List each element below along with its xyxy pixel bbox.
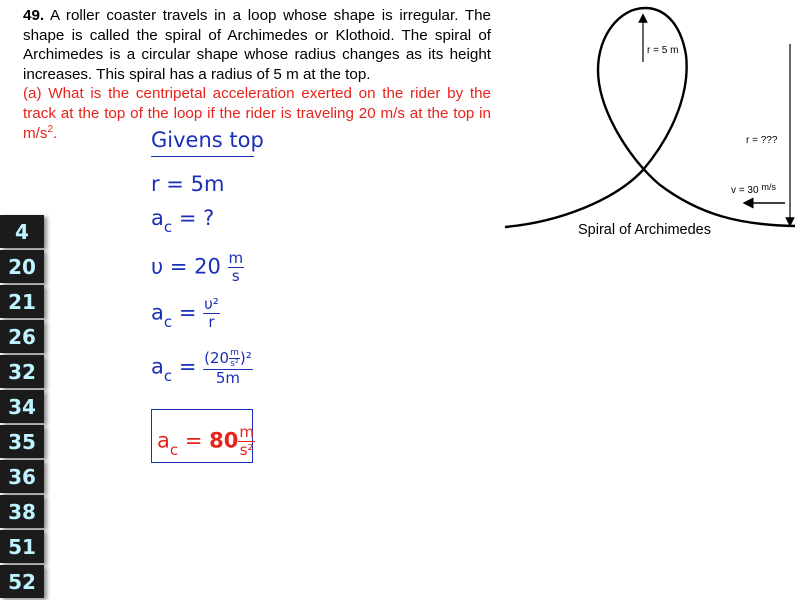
nav-item-35[interactable]: 35 <box>0 425 44 458</box>
ac-subscript: c <box>163 366 173 385</box>
problem-nav-sidebar <box>0 215 44 600</box>
nav-item-20[interactable]: 20 <box>0 250 44 283</box>
num-close: )² <box>239 349 252 367</box>
nav-item-52[interactable]: 52 <box>0 565 44 598</box>
velocity-label <box>731 182 777 196</box>
num-20: (20 <box>204 349 230 367</box>
problem-number: 49. <box>23 7 45 24</box>
equals-sign: = <box>184 428 203 453</box>
ac-symbol: a <box>151 206 164 230</box>
question-a-end: . <box>53 124 58 142</box>
v-squared: υ² <box>204 295 219 313</box>
unit-m: m <box>239 423 254 441</box>
velocity-label-value: v = 30 <box>731 185 759 196</box>
problem-body: A roller coaster travels in a loop whose shape is irregular. The shape is called the spiral of Archimedes or Klothoid. The spiral of Archimedes is a circular shape whose radius changes as its height increases. This spiral has a radius of 5 m at the top. <box>23 7 491 83</box>
nav-item-34[interactable]: 34 <box>0 390 44 423</box>
unit-s2-small: s² <box>230 359 239 369</box>
nav-item-26[interactable]: 26 <box>0 320 44 353</box>
unit-m-small: m <box>230 348 239 358</box>
diagram-caption: Spiral of Archimedes <box>578 222 711 238</box>
ac-subscript: c <box>163 312 173 331</box>
question-a-text: (a) What is the centripetal acceleration exerted on the rider by the track at the top of the loop if the rider is traveling 20 m/s at the top in m/s <box>23 85 491 142</box>
given-radius: r = 5m <box>151 172 225 196</box>
answer-value: 80 <box>209 428 239 453</box>
nav-item-38[interactable]: 38 <box>0 495 44 528</box>
ac-subscript: c <box>163 218 173 236</box>
side-radius-label: r = ??? <box>746 135 778 146</box>
top-radius-label: r = 5 m <box>647 45 679 56</box>
unit-m: m <box>228 249 244 267</box>
unit-s: s <box>231 267 240 285</box>
radius-symbol: r <box>208 313 215 331</box>
substituted-denominator: 5m <box>215 369 240 387</box>
ac-symbol: a <box>151 354 164 379</box>
unit-s2: s² <box>239 441 254 459</box>
nav-item-32[interactable]: 32 <box>0 355 44 388</box>
velocity-label-unit: m/s <box>761 182 777 192</box>
ac-symbol: a <box>151 300 164 325</box>
equals-sign: = <box>178 300 197 325</box>
nav-item-21[interactable]: 21 <box>0 285 44 318</box>
velocity-value: υ = 20 <box>151 254 221 279</box>
equals-sign: = <box>178 354 197 379</box>
ac-subscript: c <box>169 440 179 459</box>
givens-heading: Givens top <box>151 128 264 152</box>
nav-item-4[interactable]: 4 <box>0 215 44 248</box>
ac-symbol: a <box>157 428 170 453</box>
question-a-sup: 2 <box>47 123 54 135</box>
nav-item-51[interactable]: 51 <box>0 530 44 563</box>
ac-unknown-rhs: = ? <box>178 206 215 230</box>
nav-item-36[interactable]: 36 <box>0 460 44 493</box>
